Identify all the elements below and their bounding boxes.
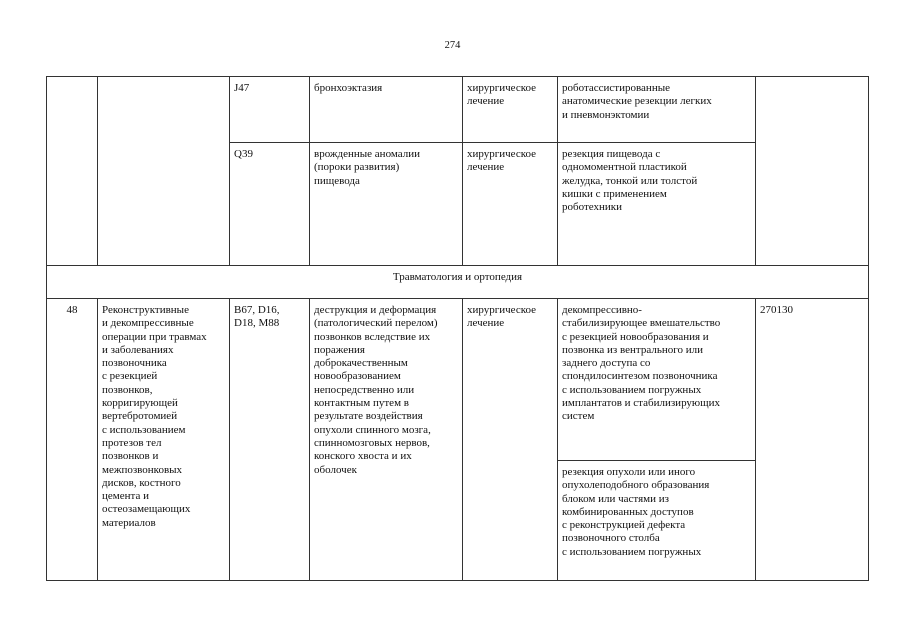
- cell-diagnosis: бронхоэктазия: [310, 77, 463, 143]
- medical-care-table: [46, 76, 869, 581]
- section-title: Травматология и ортопедия: [47, 266, 869, 299]
- cell-treatment: хирургическое лечение: [463, 299, 558, 581]
- cell-name-empty: [98, 77, 230, 266]
- cell-number: 48: [47, 299, 98, 581]
- cell-treatment: хирургическое лечение: [463, 77, 558, 143]
- cell-method: роботассистированные анатомические резекции легких и пневмонэктомии: [558, 77, 756, 143]
- section-row: [47, 266, 869, 299]
- cell-cost: 270130: [756, 299, 869, 581]
- cell-code: Q39: [230, 143, 310, 266]
- cell-method: декомпрессивно- стабилизирующее вмешательство с резекцией новообразования и позвонка из вентрального или заднего доступа со спондилосинтезом позвоночника с использованием погружных имплантатов и стабилизирующих систем: [558, 299, 756, 461]
- cell-diagnosis: деструкция и деформация (патологический перелом) позвонков вследствие их поражения доброкачественным новообразованием непосредственно или контактным путем в результате воздействия опухоли спинного мозга, спинномозговых нервов, конского хвоста и их оболочек: [310, 299, 463, 581]
- cell-code: J47: [230, 77, 310, 143]
- cell-treatment: хирургическое лечение: [463, 143, 558, 266]
- cell-code: B67, D16, D18, M88: [230, 299, 310, 581]
- page-number: 274: [444, 40, 461, 51]
- table-row: [47, 77, 869, 143]
- cell-method: резекция опухоли или иного опухолеподобного образования блоком или частями из комбинированных доступов с реконструкцией дефекта позвоночного столба с использованием погружных: [558, 461, 756, 581]
- cell-method: резекция пищевода с одномоментной пластикой желудка, тонкой или толстой кишки с применением роботехники: [558, 143, 756, 266]
- cell-cost-empty: [756, 77, 869, 266]
- cell-diagnosis: врожденные аномалии (пороки развития) пищевода: [310, 143, 463, 266]
- cell-name: Реконструктивные и декомпрессивные операции при травмах и заболеваниях позвоночника с резекцией позвонков, корригирующей вертебротомией с использованием протезов тел позвонков и межпозвонковых дисков, костного цемента и остеозамещающих материалов: [98, 299, 230, 581]
- table-row: [47, 299, 869, 461]
- cell-number-empty: [47, 77, 98, 266]
